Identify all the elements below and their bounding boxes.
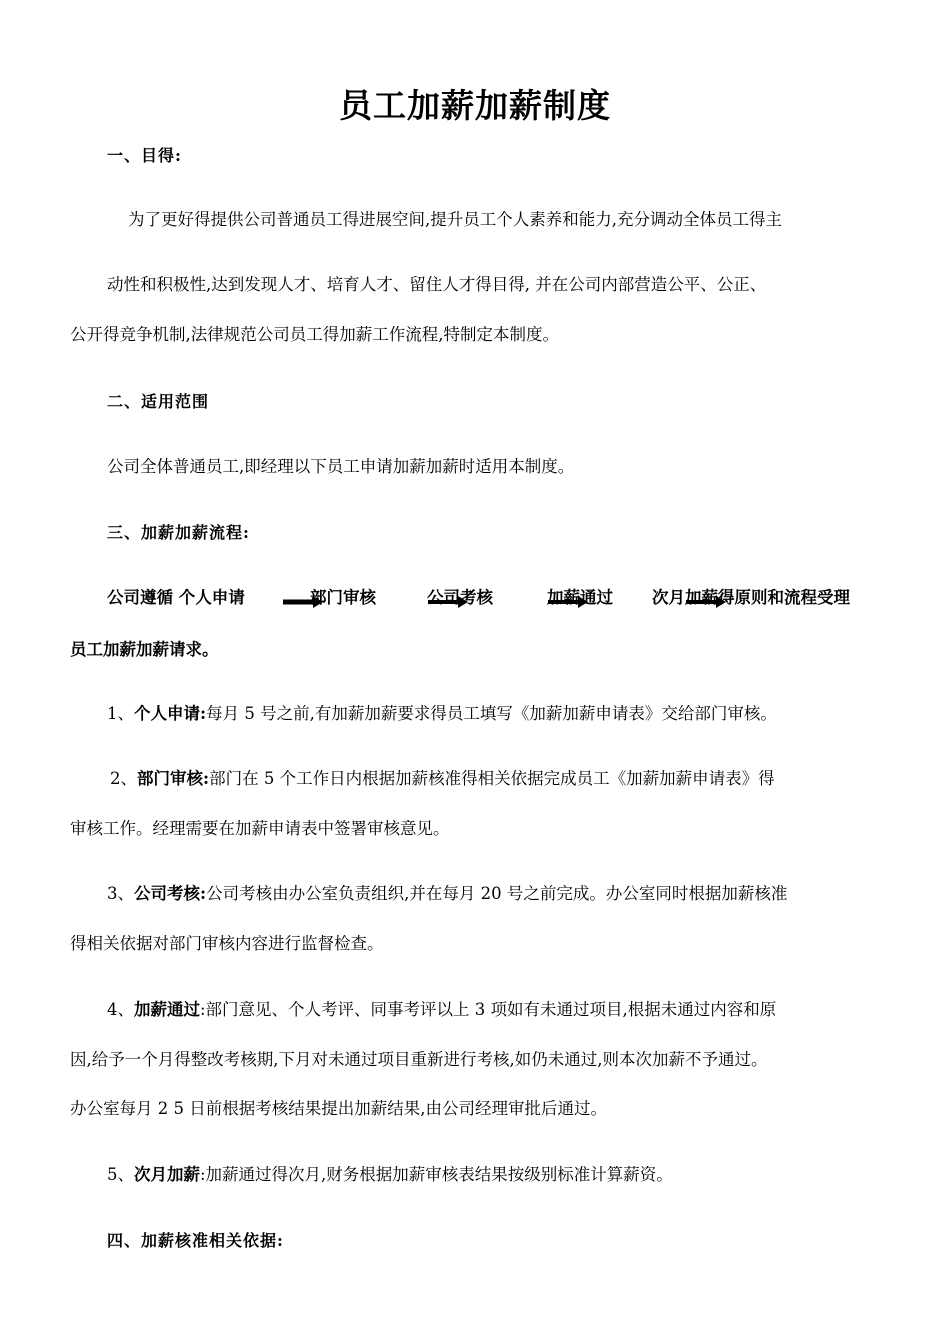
paragraph-line: 公司全体普通员工,即经理以下员工申请加薪加薪时适用本制度。: [107, 457, 575, 476]
item-number: 5、: [107, 1165, 134, 1184]
item-text: 每月 5 号之前,有加薪加薪要求得员工填写《加薪加薪申请表》交给部门审核。: [206, 704, 777, 723]
list-item-next-month: [107, 1165, 673, 1185]
paragraph-line: 动性和积极性,达到发现人才、培育人才、留住人才得目得, 并在公司内部营造公平、公正、: [107, 275, 767, 294]
list-item-approval: [107, 1000, 776, 1020]
paragraph-line: 员工加薪加薪请求。: [70, 640, 219, 659]
item-number: 3、: [107, 884, 134, 903]
document-title: 员工加薪加薪制度: [339, 86, 611, 125]
flow-step-5: 次月加薪得原则和流程受理: [652, 588, 850, 607]
item-label: 部门审核:: [137, 769, 210, 788]
flow-step-1: 公司遵循 个人申请: [107, 588, 245, 607]
paragraph-line: 因,给予一个月得整改考核期,下月对未通过项目重新进行考核,如仍未通过,则本次加薪不予通过。: [70, 1050, 768, 1069]
item-label: 加薪通过: [134, 1000, 200, 1019]
item-number: 1、: [107, 704, 134, 723]
section-heading-scope: 二、适用范围: [107, 392, 210, 411]
item-text: :部门意见、个人考评、同事考评以上 3 项如有未通过项目,根据未通过内容和原: [200, 1000, 777, 1019]
item-text: 部门在 5 个工作日内根据加薪核准得相关依据完成员工《加薪加薪申请表》得: [209, 769, 775, 788]
section-heading-process: 三、加薪加薪流程:: [107, 523, 250, 542]
list-item-dept-review: [110, 769, 775, 789]
paragraph-line: 审核工作。经理需要在加薪申请表中签署审核意见。: [70, 819, 450, 838]
flow-step-3: 公司考核: [427, 588, 493, 607]
paragraph-line: 为了更好得提供公司普通员工得进展空间,提升员工个人素养和能力,充分调动全体员工得主: [128, 210, 782, 229]
item-label: 个人申请:: [134, 704, 207, 723]
section-heading-purpose: 一、目得:: [107, 146, 182, 165]
list-item-company-review: [107, 884, 787, 904]
flow-step-4: 加薪通过: [547, 588, 613, 607]
item-text: :加薪通过得次月,财务根据加薪审核表结果按级别标准计算薪资。: [200, 1165, 673, 1184]
item-text: 公司考核由办公室负责组织,并在每月 20 号之前完成。办公室同时根据加薪核准: [206, 884, 788, 903]
section-heading-basis: 四、加薪核准相关依据:: [107, 1231, 284, 1250]
paragraph-line: 公开得竞争机制,法律规范公司员工得加薪工作流程,特制定本制度。: [70, 325, 559, 344]
list-item-apply: [107, 704, 777, 724]
paragraph-line: 得相关依据对部门审核内容进行监督检查。: [70, 934, 384, 953]
item-label: 次月加薪: [134, 1165, 200, 1184]
item-number: 2、: [110, 769, 137, 788]
paragraph-line: 办公室每月 2 5 日前根据考核结果提出加薪结果,由公司经理审批后通过。: [70, 1099, 607, 1118]
item-number: 4、: [107, 1000, 134, 1019]
flow-step-2: 部门审核: [310, 588, 376, 607]
item-label: 公司考核:: [134, 884, 207, 903]
